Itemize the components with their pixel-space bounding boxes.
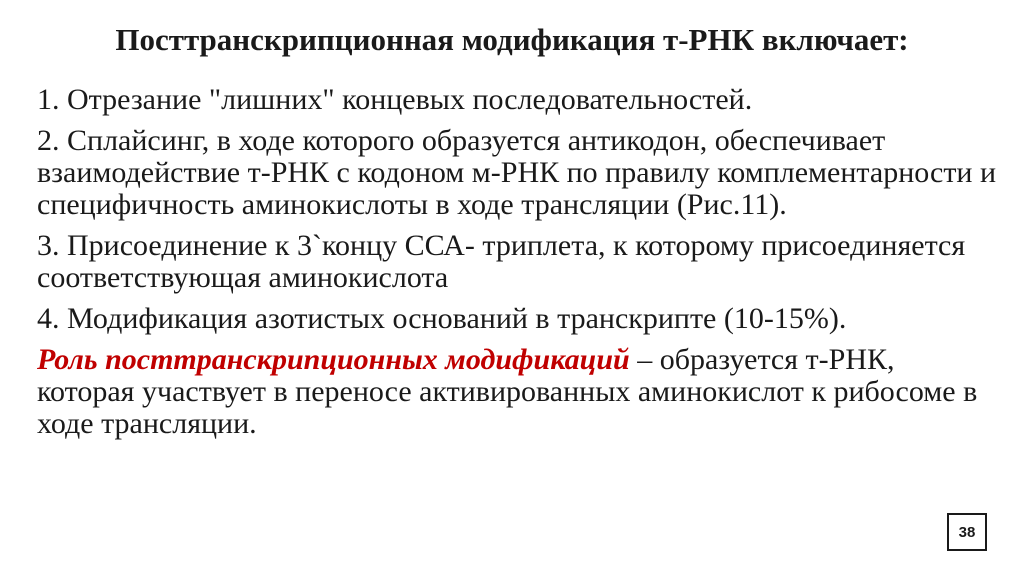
conclusion-emphasis: Роль посттранскрипционных модификаций xyxy=(37,343,630,376)
conclusion-text: – образуется т-РНК, которая участвует в переносе активированных аминокислот к рибосоме в ходе трансляции. xyxy=(37,343,978,440)
slide-title: Посттранскрипционная модификация т-РНК включает: xyxy=(115,22,909,57)
page-number: 38 xyxy=(947,513,987,551)
slide-body xyxy=(37,84,997,449)
list-item-2: 2. Сплайсинг, в ходе которого образуется антикодон, обеспечивает взаимодействие т-РНК с кодоном м-РНК по правилу комплементарности и специфичность аминокислоты в ходе трансляции (Рис.11). xyxy=(37,124,997,221)
list-item-4: 4. Модификация азотистых оснований в транскрипте (10-15%). xyxy=(37,302,847,335)
list-item-3: 3. Присоединение к 3`концу ССА- триплета, к которому присоединяется соответствующая аминокислота xyxy=(37,229,966,294)
list-item-1: 1. Отрезание "лишних" концевых последовательностей. xyxy=(37,83,753,116)
conclusion-paragraph xyxy=(37,344,997,440)
